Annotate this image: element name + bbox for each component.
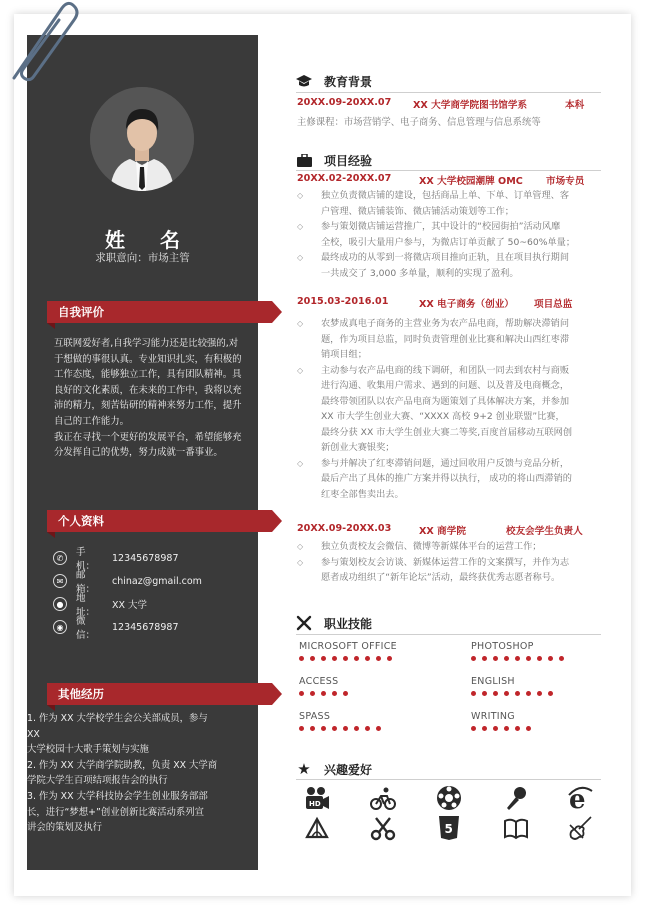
skill-level-dot [482,726,487,731]
bullet-item [297,456,597,503]
bullet-line: XX 市大学生创业大赛、“XXXX 高校 9+2 创业联盟”比赛， [321,411,565,422]
skill-level-dot [332,656,337,661]
internet-explorer-icon [567,785,593,811]
avatar [90,87,194,191]
self-eval-line: 工作态度，能够独立工作，具有团队精神。具 [54,369,242,381]
self-eval-line: 自己的工作能力。 [54,415,130,427]
diamond-icon: ◇ [297,222,304,231]
project-1-bullets [297,188,597,281]
entry-org: XX 大学商学院图书馆学系 [413,100,528,111]
entry-period: 20XX.09-20XX.07 [297,97,392,108]
svg-text:HD: HD [309,800,321,808]
skill-name: MICROSOFT OFFICE [299,641,397,652]
projects-title: 项目经验 [324,153,373,168]
self-eval-line: 沛的精力，刻苦钻研的精神来努力工作，提升 [54,400,242,412]
bullet-line: 户管理、微店铺装饰、微店铺活动策划等工作； [321,205,514,217]
self-eval-line: 分发挥自己的优势，努力成就一番事业。 [54,447,223,459]
football-icon [436,785,462,811]
skill-level-dot [343,726,348,731]
divider [296,92,601,93]
skill-dots [471,656,611,661]
other-exp-title: 其他经历 [58,687,104,701]
skill-item [299,676,439,696]
skill-name: ACCESS [299,676,339,687]
skill-level-dot [515,656,520,661]
bullet-line: 全校，吸引大量用户参与，为微店订单贡献了 50~60%单量； [321,236,576,248]
skill-name: SPASS [299,711,331,722]
skill-name: PHOTOSHOP [471,641,534,652]
contact-phone [53,547,179,572]
skill-level-dot [321,691,326,696]
other-exp-line: 长，进行“梦想+”创业创新比赛活动系列宣 [27,806,204,818]
svg-text:e: e [569,785,586,811]
skill-level-dot [515,691,520,696]
bullet-item [297,188,597,219]
project-entry-2 [297,296,597,310]
skill-level-dot [504,656,509,661]
contact-email [53,570,202,595]
skill-item [471,711,611,731]
education-header [296,71,601,91]
diamond-icon: ◇ [297,319,304,328]
skill-level-dot [548,691,553,696]
skill-level-dot [332,726,337,731]
skill-level-dot [310,726,315,731]
skill-level-dot [354,656,359,661]
skill-level-dot [482,691,487,696]
bullet-item [297,316,597,363]
contact-value: 12345678987 [112,621,179,633]
skill-level-dot [321,656,326,661]
skill-level-dot [299,726,304,731]
entry-role: 本科 [565,100,585,111]
skill-dots [299,691,439,696]
project-2-bullets [297,316,597,502]
self-eval-banner [47,301,272,323]
camping-icon [304,815,330,841]
bullet-line: 农梦成真电子商务的主营业务为农产品电商，帮助解决滞销问 [321,318,570,329]
graduation-cap-icon [296,73,312,89]
skill-level-dot [376,726,381,731]
divider [296,779,601,780]
skill-level-dot [354,726,359,731]
bullet-line: 独立负责校友会微信、微博等新媒体平台的运营工作； [321,541,542,552]
contact-label: 邮 箱： [76,570,105,595]
project-3-bullets [297,539,597,586]
entry-role: 校友会学生负责人 [506,526,583,537]
skill-level-dot [299,656,304,661]
violin-icon [567,815,593,841]
hobbies-header [296,759,601,779]
bullet-line: 题，作为项目总监，同时负责管理创业比赛和解决山西红枣滞 [321,333,570,345]
diamond-icon: ◇ [297,557,304,567]
diamond-icon: ◇ [297,365,304,375]
diamond-icon: ◇ [297,191,304,200]
education-courses: 主修课程：市场营销学、电子商务、信息管理与信息系统等 [297,117,541,128]
tools-icon [296,615,312,631]
bullet-line: 参与并解决了红枣滞销问题，通过回收用户反馈与竞品分析， [321,457,570,469]
skill-level-dot [537,691,542,696]
cycling-icon [370,785,396,811]
project-entry-3 [297,523,597,537]
skill-level-dot [471,691,476,696]
briefcase-icon [296,152,312,168]
other-exp-line: 2. 作为 XX 大学商学院助教，负责 XX 大学商 [27,759,218,771]
bullet-line: 参与策划校友会访谈、新媒体运营工作的文案撰写，并作为志 [321,556,570,568]
paper-clip-icon [4,0,84,86]
personal-banner [47,510,272,532]
other-exp-text [27,711,220,836]
skill-level-dot [548,656,553,661]
skill-level-dot [387,656,392,661]
contact-value: chinaz@gmail.com [112,575,202,587]
skill-item [299,711,439,731]
education-entry [297,97,597,111]
star-icon: ★ [297,760,311,778]
other-exp-banner [47,683,272,705]
other-exp-line: 讲会的策划及执行 [27,822,103,834]
skill-level-dot [365,726,370,731]
skill-level-dot [515,726,520,731]
entry-period: 20XX.02-20XX.07 [297,173,392,184]
skill-level-dot [559,656,564,661]
other-exp-line: 3. 作为 XX 大学科技协会学生创业服务部部 [27,790,208,802]
skill-level-dot [537,656,542,661]
bullet-line: 主动参与农产品电商的线下调研，和团队一同去到农村与商贩 [321,364,570,376]
skill-level-dot [343,691,348,696]
skill-dots [299,726,439,731]
candidate-name: 姓 名 [105,228,194,252]
contact-label: 微 信： [76,616,105,641]
divider [296,634,601,635]
bullet-item [297,219,597,250]
diamond-icon: ◇ [297,542,304,551]
self-eval-title: 自我评价 [58,305,104,319]
entry-period: 2015.03-2016.01 [297,296,389,307]
bullet-line: 独立负责微店铺的建设，包括商品上单、下单、订单管理、客 [321,190,570,201]
skill-item [299,641,439,661]
other-exp-line: 学院大学生百项结项报告会的执行 [27,775,168,787]
phone-icon: ✆ [53,551,67,565]
location-icon: ● [53,597,67,611]
microphone-icon [503,785,529,811]
diamond-icon: ◇ [297,253,304,262]
skill-dots [299,656,439,661]
bullet-line: 一共成交了 3,000 多单量，顺利的实现了盈利。 [321,267,519,279]
entry-period: 20XX.09-20XX.03 [297,523,392,534]
skill-level-dot [299,691,304,696]
contact-value: 12345678987 [112,552,179,564]
bullet-item [297,539,597,555]
skill-dots [471,691,611,696]
self-eval-text [54,336,244,461]
skill-level-dot [332,691,337,696]
bullet-line: 愿者成功组织了“新年论坛”活动，最终获优秀志愿者称号。 [321,572,561,583]
projects-header [296,150,601,170]
self-eval-line: 我正在寻找一个更好的发展平台，希望能够充 [54,431,242,443]
html5-icon [436,815,462,841]
skill-level-dot [365,656,370,661]
bullet-line: 最终带领团队以农产品电商为题策划了具体解决方案，并参加 [321,395,570,407]
wechat-icon: ◉ [53,620,67,634]
scissors-icon [370,815,396,841]
skill-level-dot [504,726,509,731]
entry-org: XX 电子商务（创业） [419,299,514,310]
video-icon [304,785,330,811]
skill-level-dot [504,691,509,696]
book-icon [503,815,529,841]
skill-level-dot [493,656,498,661]
skill-name: WRITING [471,711,515,722]
bullet-line: 最后产出了具体的推广方案并得以执行， 成功的将山西滞销的 [321,473,572,484]
contact-label: 手 机： [76,547,105,572]
bullet-item [297,555,597,586]
contact-label: 地 址： [76,593,105,618]
divider [296,170,601,171]
skill-item [471,641,611,661]
skill-level-dot [376,656,381,661]
bullet-item [297,363,597,456]
personal-title: 个人资料 [58,514,104,528]
entry-role: 市场专员 [546,176,585,187]
svg-text:5: 5 [444,822,453,836]
project-entry-1 [297,173,597,187]
skill-level-dot [471,656,476,661]
entry-role: 项目总监 [534,299,573,310]
skills-title: 职业技能 [324,616,373,631]
bullet-item [297,250,597,281]
entry-org: XX 大学校园潮牌 OMC [419,176,523,187]
skill-level-dot [471,726,476,731]
education-title: 教育背景 [324,74,373,89]
entry-org: XX 商学院 [419,526,466,537]
skill-name: ENGLISH [471,676,515,687]
skill-level-dot [321,726,326,731]
bullet-line: 最终成功的从零到一将微店项目推向正轨，且在项目执行期间 [321,252,570,263]
skill-item [471,676,611,696]
bullet-line: 销项目组； [321,349,367,360]
hobbies-title: 兴趣爱好 [324,762,373,777]
skill-level-dot [526,656,531,661]
skill-level-dot [343,656,348,661]
contact-address [53,593,148,618]
contact-wechat [53,616,179,641]
bullet-line: 进行沟通、收集用户需求、遇到的问题、以及普及电商概念， [321,380,570,391]
skill-level-dot [526,726,531,731]
bullet-line: 参与策划微店铺运营推广，其中设计的“校园街拍”活动风靡 [321,221,561,232]
skill-level-dot [310,656,315,661]
other-exp-line: 1. 作为 XX 大学校学生会公关部成员，参与 XX [27,713,208,740]
skills-header [296,613,601,633]
contact-value: XX 大学 [112,600,148,611]
mail-icon: ✉ [53,574,67,588]
bullet-line: 最终分获 XX 市大学生创业大赛二等奖,百度首届移动互联网创 [321,426,573,438]
diamond-icon: ◇ [297,458,304,468]
skill-level-dot [493,691,498,696]
job-intention: 求职意向：市场主管 [95,252,190,264]
skill-level-dot [526,691,531,696]
skill-level-dot [482,656,487,661]
other-exp-line: 大学校园十大歌手策划与实施 [27,744,149,756]
bullet-line: 红枣全部售卖出去。 [321,488,404,500]
self-eval-line: 良好的文化素质，在未来的工作中，我将以充 [54,384,242,396]
self-eval-line: 互联网爱好者,自我学习能力还是比较强的,对 [54,338,239,349]
skill-level-dot [310,691,315,696]
skill-dots [471,726,611,731]
skill-level-dot [493,726,498,731]
self-eval-line: 于想做的事很认真。专业知识扎实，有积极的 [54,353,242,365]
bullet-line: 新创业大赛银奖； [321,442,395,453]
